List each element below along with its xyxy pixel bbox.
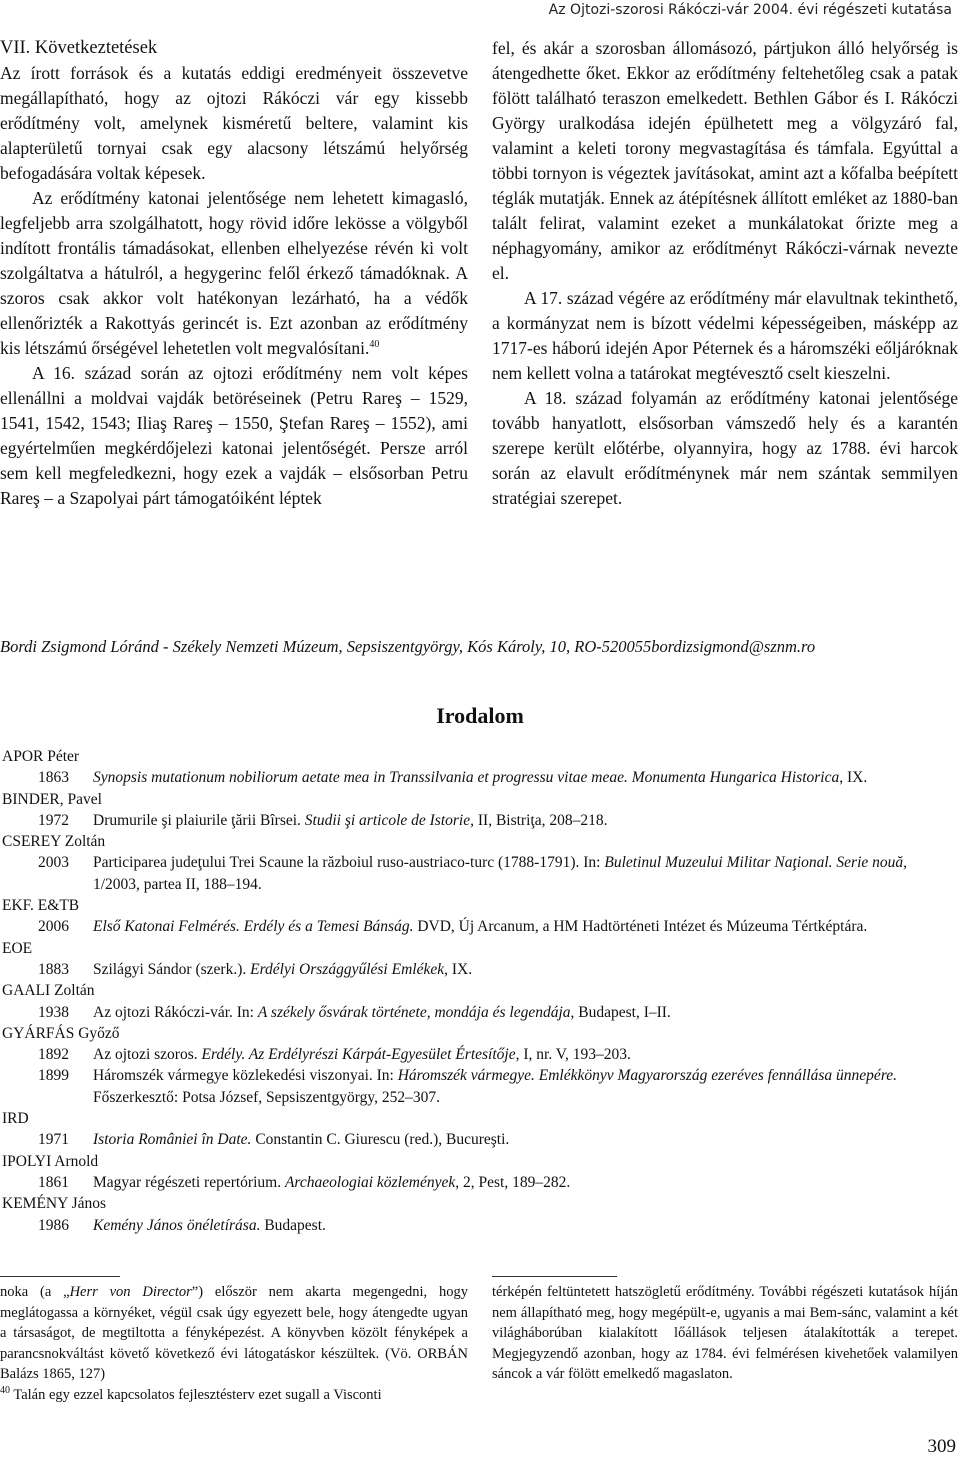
entry-details: , Budapest, I–II. <box>570 1003 671 1021</box>
bibliography-entry <box>0 1215 955 1236</box>
entry-year: 1899 <box>38 1067 69 1085</box>
entry-year: 2006 <box>38 918 69 936</box>
entry-title: Synopsis mutationum nobiliorum aetate mea in Transsilvania et progressu vitae meae. Monumenta Hungarica Historica <box>93 769 840 787</box>
paragraph: A 18. század folyamán az erődítmény katonai jelentősége tovább hanyatlott, elsősorban vámszedő hely és a karantén szerepe került előtérbe, olyannyira, hogy az 1788. évi harcok során az elavult erődítménynek már nem szántak semmilyen stratégiai szerepet. <box>492 388 958 508</box>
entry-title: Erdély. Az Erdélyrészi Kárpát-Egyesület Értesítője <box>201 1046 516 1064</box>
entry-title: Erdélyi Országgyűlési Emlékek <box>250 960 445 978</box>
entry-year: 1861 <box>38 1173 69 1191</box>
footnote-text: Talán egy ezzel kapcsolatos fejlesztésterv ezet sugall a Visconti <box>10 1386 382 1403</box>
footnote-number: 40 <box>0 1384 10 1396</box>
entry-details: , 1/2003, partea II, 188–194. <box>93 854 908 893</box>
footnotes-right <box>492 1282 958 1385</box>
entry-title: A székely ősvárak története, mondája és legendája <box>257 1003 571 1021</box>
bibliography-author: CSEREY Zoltán <box>2 833 106 851</box>
bibliography-list <box>0 746 955 1236</box>
entry-details: Constantin C. Giurescu (red.), Bucureşti. <box>251 1131 510 1149</box>
entry-details: , IX. <box>839 769 868 787</box>
bibliography-author: GAALI Zoltán <box>2 982 95 1000</box>
bibliography-author: IPOLYI Arnold <box>2 1152 99 1170</box>
entry-text: Participarea judeţului Trei Scaune la războiul ruso-austriaco-turc (1788-1791). In: <box>93 854 605 872</box>
entry-text: Az ojtozi Rákóczi-vár. In: <box>93 1003 258 1021</box>
entry-details: Főszerkesztő: Potsa József, Sepsiszentgyörgy, 252–307. <box>93 1088 440 1106</box>
entry-title: Istoria României în Date. <box>93 1131 252 1149</box>
entry-year: 2003 <box>38 854 69 872</box>
bibliography-author: IRD <box>2 1110 29 1128</box>
running-head: Az Ojtozi-szorosi Rákóczi-vár 2004. évi régészeti kutatása <box>548 2 952 18</box>
entry-details: , I, nr. V, 193–203. <box>515 1046 631 1064</box>
page-number: 309 <box>927 1436 956 1457</box>
bibliography-entry <box>0 959 955 980</box>
bibliography-entry <box>0 1065 955 1108</box>
entry-text: Szilágyi Sándor (szerk.). <box>93 960 251 978</box>
bibliography-author: EOE <box>2 939 33 957</box>
bibliography-entry <box>0 1129 955 1150</box>
author-affiliation: Bordi Zsigmond Lóránd - Székely Nemzeti Múzeum, Sepsiszentgyörgy, Kós Károly, 10, RO-520055bordizsigmond@sznm.ro <box>0 637 816 656</box>
entry-year: 1971 <box>38 1131 69 1149</box>
paragraph: Az írott források és a kutatás eddigi eredményeit összevetve megállapítható, hogy az ojtozi Rákóczi vár egy kissebb erődítmény volt, amelynek kisméretű beltere, valamint kis alapterületű tornyai csak egy alacsony létszámú helyőrség befogadására voltak képesek. <box>0 63 468 183</box>
entry-year: 1986 <box>38 1216 69 1234</box>
bibliography-entry <box>0 1002 955 1023</box>
footnote-text: noka (a „ <box>0 1284 70 1300</box>
entry-details: , IX. <box>444 960 473 978</box>
right-column <box>492 36 958 511</box>
footnote-continuation: térképén feltüntetett hatszögletű erődítmény. További régészeti kutatások híján nem állapítható meg, hogy megépült-e, ugyanis a mai Bem-sánc, valamint a két világháborúban kialakított lőállások teljesen átalakították a terepet. Megjegyzendő azonban, hogy az 1784. évi felmérésen kivehetőek valamilyen sáncok a vár fölött emelkedő magaslaton. <box>492 1284 958 1382</box>
footnote-ref: 40 <box>369 339 380 351</box>
entry-text: Háromszék vármegye közlekedési viszonyai. In: <box>93 1067 398 1085</box>
entry-title: Buletinul Muzeului Militar Naţional. Serie nouă <box>604 854 904 872</box>
bibliography-author: GYÁRFÁS Győző <box>2 1024 120 1042</box>
entry-year: 1883 <box>38 960 69 978</box>
footnote-italic: Herr von Director <box>69 1284 192 1300</box>
entry-text: Magyar régészeti repertórium. <box>93 1173 285 1191</box>
paragraph <box>0 186 468 361</box>
entry-details: DVD, Új Arcanum, a HM Hadtörténeti Intézet és Múzeuma Tértképtára. <box>413 918 868 936</box>
entry-title: Háromszék vármegye. Emlékkönyv Magyarország ezeréves fennállása ünnepére. <box>397 1067 898 1085</box>
footnote-divider <box>0 1276 120 1277</box>
section-title: VII. Következtetések <box>0 38 158 58</box>
entry-details: , 2, Pest, 189–282. <box>455 1173 571 1191</box>
entry-details: Budapest. <box>260 1216 326 1234</box>
entry-title: Első Katonai Felmérés. Erdély és a Temesi Bánság. <box>93 918 414 936</box>
footnote-continuation <box>0 1282 468 1385</box>
entry-year: 1892 <box>38 1046 69 1064</box>
bibliography-entry <box>0 767 955 788</box>
entry-year: 1863 <box>38 769 69 787</box>
left-column <box>0 36 468 511</box>
bibliography-author: BINDER, Pavel <box>2 790 102 808</box>
entry-year: 1938 <box>38 1003 69 1021</box>
footnotes-left <box>0 1282 468 1405</box>
bibliography-entry <box>0 916 955 937</box>
bibliography-author: KEMÉNY János <box>2 1195 107 1213</box>
footnote-text: ”) először nem akarta megengedni, hogy meglátogassa a környéket, végül csak úgy egyezett bele, hogy átengedte ugyan a társaságot, de megtiltotta a fényképezést. A könyvben közölt fényképek a parancsnokváltást követő következő évi látogatáskor készültek. (Vö. ORBÁN Balázs 1865, 127) <box>0 1284 469 1382</box>
bibliography-author: APOR Péter <box>2 748 80 765</box>
entry-text: Az ojtozi szoros. <box>93 1046 202 1064</box>
entry-text: Drumurile şi plaiurile ţării Bîrsei. <box>93 811 305 829</box>
entry-details: II, Bistriţa, 208–218. <box>474 811 608 829</box>
bibliography-entry <box>0 1044 955 1065</box>
entry-title: Archaeologiai közlemények <box>284 1173 456 1191</box>
paragraph: fel, és akár a szorosban állomásozó, pártjukon álló helyőrség is átengedhette őket. Ekkor az erődítmény feltehetőleg csak a patak fölött található teraszon emelkedett. Bethlen Gábor és I. Rákóczi György uralkodása idején épülhetett meg a völgyzáró fal, valamint a keleti torony megvastagítása és támfala. Egyúttal a többi tornyon is végeztek javításokat, amint azt a kőfalba beépített téglák mutatják. Ennek az átépítésnek állított emléket az 1880-ban talált felirat, valamint ezeket a munkálatokat őrizte meg a néphagyomány, amikor az erődítményt Rákóczi-várnak nevezte el. <box>492 38 958 283</box>
paragraph-text: Az erődítmény katonai jelentősége nem lehetett kimagasló, legfeljebb arra szolgálhatott, hogy rövid időre lekösse a völgyből indított frontális támadásokat, ellenben elhelyezése révén ki volt szolgáltatva a hátulról, a hegygerinc felől érkező támadóknak. A szoros csak akkor volt hatékonyan lezárható, ha a védők ellenőrizték a Rakottyás gerincét is. Ezt azonban az erődítmény kis létszámú őrségével lehetetlen volt megvalósítani. <box>0 188 468 358</box>
footnote-40 <box>0 1385 468 1406</box>
bibliography-entry <box>0 1172 955 1193</box>
entry-title: Kemény János önéletírása. <box>93 1216 261 1234</box>
bibliography-author: EKF. E&TB <box>2 897 80 915</box>
entry-title: Studii şi articole de Istorie, <box>304 811 474 829</box>
entry-year: 1972 <box>38 811 69 829</box>
bibliography-entry <box>0 852 955 895</box>
bibliography-entry <box>0 810 955 831</box>
footnote-divider <box>492 1276 617 1277</box>
bibliography-title: Irodalom <box>436 703 524 728</box>
paragraph: A 17. század végére az erődítmény már elavultnak tekinthető, a kormányzat nem is bízott védelmi képességeiben, másképp az 1717-es háború idején Apor Péternek és a háromszéki eőljáróknak nem kellett volna a tatárokat megtévesztő cselt kieszelni. <box>492 288 958 383</box>
paragraph: A 16. század során az ojtozi erődítmény nem volt képes ellenállni a moldvai vajdák betöréseinek (Petru Rareş – 1529, 1541, 1542, 1543; Iliaş Rareş – 1550, Ştefan Rareş – 1552), ami egyértelműen megkérdőjelezi katonai jelentőségét. Persze arról sem kell megfeledkezni, hogy ezek a vajdák – elsősorban Petru Rareş – a Szapolyai párt támogatóiként léptek <box>0 363 468 508</box>
